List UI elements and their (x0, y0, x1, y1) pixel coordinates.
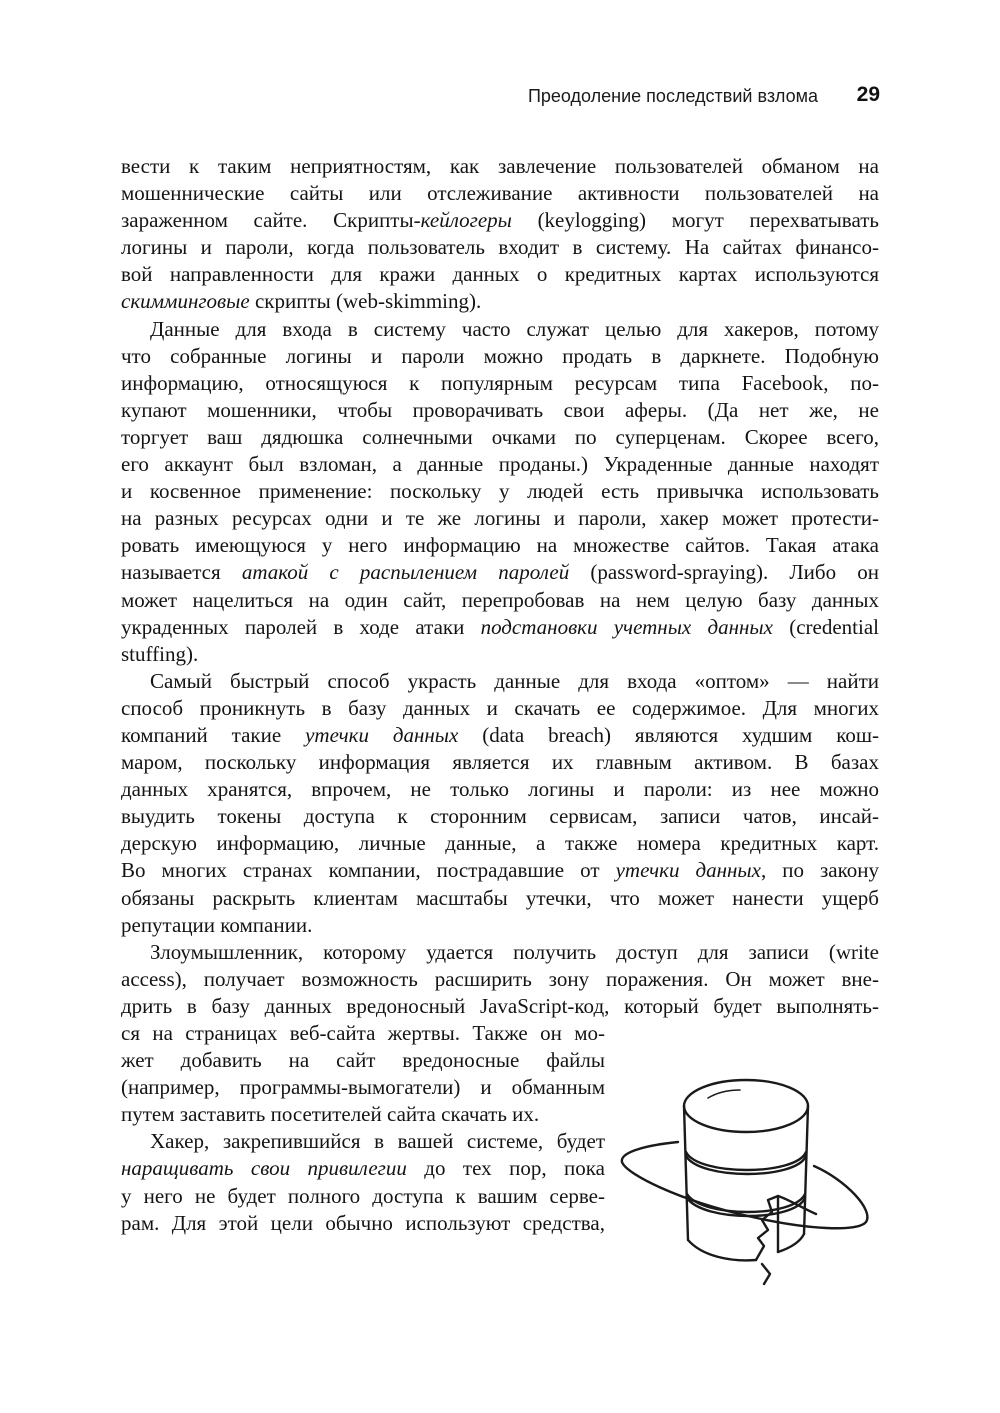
page-number: 29 (856, 83, 880, 106)
text-line: логины и пароли, когда пользователь входит в систему. На сайтах финансо- (121, 235, 879, 260)
text-line: у него не будет полного доступа к вашим серве- (121, 1183, 605, 1208)
text-line: stuffing). (121, 641, 199, 666)
database-cylinder-icon (618, 1050, 878, 1310)
text-line: (например, программы-вымогатели) и обманным (121, 1075, 605, 1100)
text-line: скимминговые скрипты (web-skimming). (121, 289, 482, 314)
text-line: выудить токены доступа к сторонним сервисам, записи чатов, инсай- (121, 804, 879, 829)
paragraph-3 (121, 668, 879, 939)
text-line: вой направленности для кражи данных о кредитных картах используются (121, 262, 879, 287)
text-line: наращивать свои привилегии до тех пор, пока (121, 1156, 605, 1181)
text-line: купают мошенники, чтобы проворачивать свои аферы. (Да нет же, не (121, 397, 879, 422)
text-line: ся на страницах веб-сайта жертвы. Также он мо- (121, 1021, 605, 1045)
text-line: Данные для входа в систему часто служат целью для хакеров, потому (150, 316, 879, 341)
running-title: Преодоление последствий взлома (527, 86, 818, 106)
database-illustration (618, 1050, 878, 1310)
text-line: рам. Для этой цели обычно используют средства, (121, 1210, 605, 1235)
text-line: Самый быстрый способ украсть данные для входа «оптом» — найти (150, 668, 879, 693)
text-line: может нацелиться на один сайт, перепробовав на нем целую базу данных (121, 587, 879, 612)
text-line: access), получает возможность расширить зону поражения. Он может вне- (121, 966, 879, 991)
text-line: жет добавить на сайт вредоносные файлы (121, 1048, 605, 1073)
text-line: украденных паролей в ходе атаки подстановки учетных данных (credential (121, 614, 879, 639)
text-line: информацию, относящуюся к популярным ресурсам типа Facebook, по- (121, 370, 879, 395)
text-line: называется атакой с распылением паролей (password-spraying). Либо он (121, 560, 880, 585)
text-line: вести к таким неприятностям, как завлечение пользователей обманом на (121, 154, 879, 178)
text-line: торгует ваш дядюшка солнечными очками по суперценам. Скорее всего, (121, 424, 879, 449)
text-line: дерскую информацию, личные данные, а также номера кредитных карт. (121, 831, 879, 856)
text-line: что собранные логины и пароли можно продать в даркнете. Подобную (121, 343, 879, 368)
text-line: Злоумышленник, которому удается получить доступ для записи (write (150, 939, 879, 964)
paragraph-2 (121, 316, 879, 668)
text-line: ровать имеющуюся у него информацию на множестве сайтов. Такая атака (121, 533, 879, 558)
running-header (120, 82, 880, 112)
text-line: репутации компании. (121, 912, 313, 937)
text-line: путем заставить посетителей сайта скачать их. (121, 1102, 540, 1127)
text-line: мошеннические сайты или отслеживание активности пользователей на (121, 181, 879, 206)
text-line: компаний такие утечки данных (data breach) являются худшим кош- (121, 722, 879, 747)
text-line: дрить в базу данных вредоносный JavaScript-код, который будет выполнять- (121, 993, 879, 1018)
paragraph-1 (121, 153, 879, 316)
text-line: маром, поскольку информация является их главным активом. В базах (121, 750, 879, 775)
text-line: данных хранятся, впрочем, не только логины и пароли: из нее можно (121, 777, 879, 802)
text-line: способ проникнуть в базу данных и скачать ее содержимое. Для многих (121, 695, 879, 720)
text-line: обязаны раскрыть клиентам масштабы утечки, что может нанести ущерб (121, 885, 879, 910)
text-line: Во многих странах компании, пострадавшие от утечки данных, по закону (121, 858, 880, 883)
text-line: и косвенное применение: поскольку у людей есть привычка использовать (121, 479, 879, 504)
text-line: Хакер, закрепившийся в вашей системе, будет (150, 1129, 605, 1154)
text-line: на разных ресурсах одни и те же логины и пароли, хакер может протести- (121, 506, 879, 531)
text-line: его аккаунт был взломан, а данные проданы.) Украденные данные находят (121, 452, 879, 477)
text-line: зараженном сайте. Скрипты-кейлогеры (keylogging) могут перехватывать (121, 208, 879, 233)
